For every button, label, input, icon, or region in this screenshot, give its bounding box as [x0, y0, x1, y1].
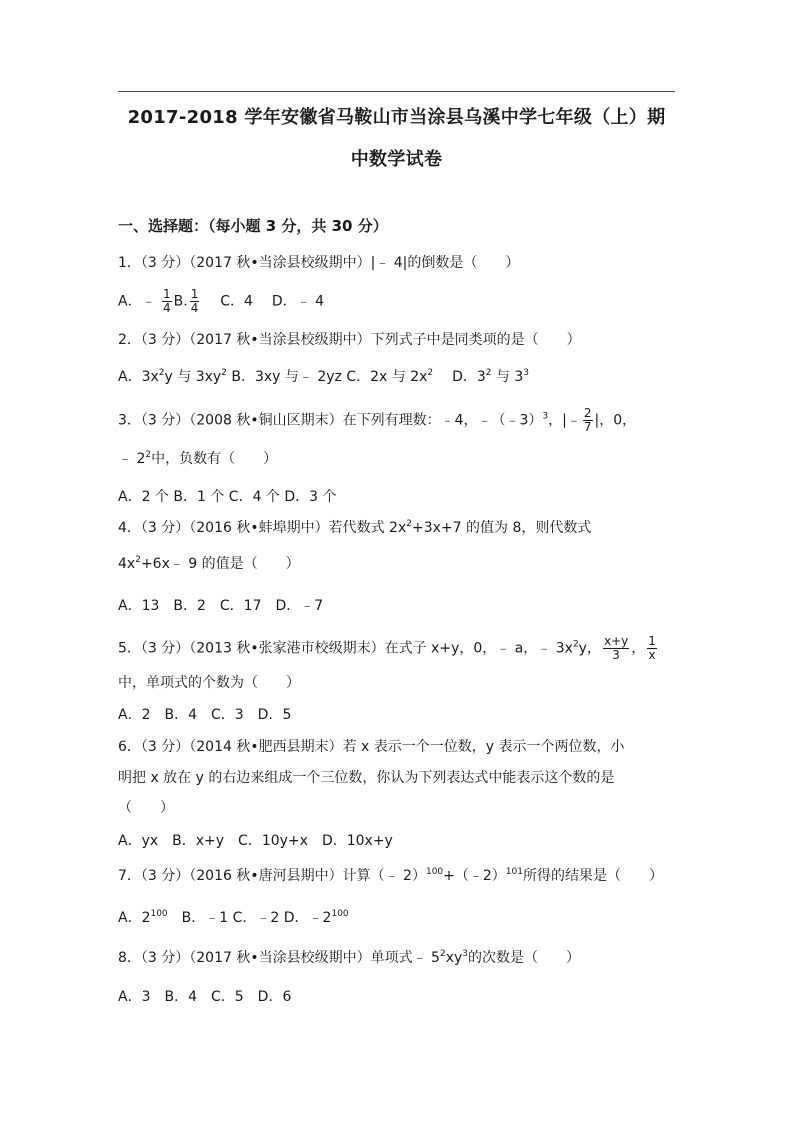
- q3-frac-den: 7: [583, 420, 592, 434]
- q4-stem-b: +3x+7 的值为 8，则代数式: [411, 520, 592, 536]
- q1-frac-b-den: 4: [190, 301, 199, 315]
- q1-frac-b-num: 1: [190, 287, 199, 301]
- q8-stem-sup1: 2: [439, 949, 446, 959]
- q4-stem-a: 4．（3 分）（2016 秋•蚌埠期中）若代数式 2x: [118, 520, 407, 536]
- q3-stem-a: 3．（3 分）（2008 秋•铜山区期末）在下列有理数：﹣4，﹣（﹣3）: [118, 412, 543, 429]
- q2-a-mid: y 与 3xy: [164, 369, 222, 385]
- q1-frac-a-den: 4: [163, 301, 171, 315]
- question-6-stem-line3: （ ）: [118, 800, 174, 816]
- question-6-stem-line2: 明把 x 放在 y 的右边来组成一个三位数，你认为下列表达式中能表示这个数的是: [118, 770, 615, 786]
- question-4-stem: [118, 518, 678, 538]
- question-5-stem-line2: 中，单项式的个数为（ ）: [118, 675, 300, 691]
- question-2-stem: 2．（3 分）（2017 秋•当涂县校级期中）下列式子中是同类项的是（ ）: [118, 332, 581, 348]
- q1-option-c: C．4: [220, 293, 253, 310]
- q7-stem-c: 所得的结果是（ ）: [522, 868, 663, 884]
- question-1-stem: 1．（3 分）（2017 秋•当涂县校级期中）|﹣ 4|的倒数是（ ）: [118, 255, 520, 271]
- question-7-stem: [118, 866, 678, 886]
- q5-stem-c: ，: [631, 640, 646, 657]
- q8-stem-b: xy: [445, 950, 463, 966]
- q2-option-c: C．2x 与 2x: [346, 369, 428, 385]
- q5-stem-b: y，: [578, 640, 601, 657]
- q2-d-sup1: 2: [485, 368, 492, 378]
- q3-fraction: [583, 407, 593, 434]
- q1-option-a: A．﹣: [118, 293, 156, 310]
- q8-stem-sup2: 3: [462, 949, 469, 959]
- q5-frac1-den: 3: [612, 648, 620, 662]
- q3-stem-sup: 3: [542, 411, 549, 422]
- q2-c-sup: 2: [427, 368, 434, 378]
- q5-fraction-1: [603, 635, 629, 662]
- q5-frac2-num: 1: [648, 634, 656, 648]
- question-6-options: A．yx B．x+y C．10y+x D．10x+y: [118, 833, 393, 849]
- q1-option-d: D．﹣ 4: [271, 293, 325, 310]
- q1-fraction-b: [190, 288, 200, 315]
- q7-opt-sup2: 100: [331, 909, 349, 919]
- q8-stem-c: 的次数是（ ）: [468, 950, 581, 966]
- q4-stem-sup: 2: [406, 519, 412, 529]
- q5-stem-a: 5．（3 分）（2013 秋•张家港市校级期末）在式子 x+y，0，﹣ a，﹣ 3x: [118, 640, 573, 657]
- q4-line2-a: 4x: [118, 556, 136, 572]
- q7-stem-a: 7．（3 分）（2016 秋•唐河县期中）计算（﹣ 2）: [118, 868, 426, 884]
- q1-fraction-a: [162, 288, 172, 315]
- q3-frac-num: 2: [583, 406, 592, 420]
- question-3-stem-line2: [118, 449, 678, 469]
- q2-a-sup1: 2: [158, 368, 165, 378]
- q2-option-b: B．3xy 与﹣ 2yz: [231, 369, 342, 385]
- q1-frac-a-num: 1: [163, 287, 171, 301]
- header-rule: [118, 91, 675, 92]
- q3-line2-a: ﹣ 2: [118, 451, 146, 467]
- question-8-stem: [118, 948, 678, 968]
- section-heading: 一、选择题：（每小题 3 分，共 30 分）: [118, 217, 388, 235]
- q7-opt-sup1: 100: [150, 909, 168, 919]
- question-6-stem-line1: 6．（3 分）（2014 秋•肥西县期末）若 x 表示一个一位数，y 表示一个两位数，小: [118, 739, 625, 755]
- q5-stem-sup: 2: [572, 639, 579, 650]
- q4-line2-sup: 2: [135, 555, 141, 565]
- q5-frac2-den: x: [648, 648, 656, 662]
- q8-stem-a: 8．（3 分）（2017 秋•当涂县校级期中）单项式﹣ 5: [118, 950, 440, 966]
- q3-stem-c: |，0，: [594, 412, 637, 429]
- q7-opt-a: A．2: [118, 910, 151, 926]
- question-3-stem: [118, 407, 678, 434]
- question-8-options: A．3 B．4 C．5 D．6: [118, 989, 292, 1005]
- question-2-options: [118, 367, 678, 387]
- question-4-stem-line2: [118, 554, 678, 574]
- q4-line2-b: +6x﹣ 9 的值是（ ）: [140, 556, 300, 572]
- question-5-options: A．2 B．4 C．3 D．5: [118, 707, 292, 723]
- q5-frac1-num: x+y: [603, 634, 629, 648]
- q1-option-b: B.: [173, 293, 188, 310]
- q7-stem-sup1: 100: [425, 867, 444, 877]
- page-title-line1: 2017-2018 学年安徽省马鞍山市当涂县乌溪中学七年级（上）期: [127, 107, 666, 128]
- question-5-stem: [118, 635, 678, 662]
- q7-stem-b: +（﹣2）: [443, 868, 506, 884]
- q2-d-sup2: 3: [523, 368, 530, 378]
- q5-fraction-2: [647, 635, 657, 662]
- q7-stem-sup2: 101: [505, 867, 523, 877]
- q2-option-a: A．3x: [118, 369, 159, 385]
- question-4-options: A．13 B．2 C．17 D．﹣7: [118, 598, 324, 614]
- q2-a-sup2: 2: [221, 368, 227, 378]
- q3-stem-b: ，|﹣: [548, 412, 581, 429]
- q2-d-mid: 与 3: [491, 369, 524, 385]
- q2-option-d: D．3: [452, 369, 486, 385]
- question-3-options: A．2 个 B．1 个 C．4 个 D．3 个: [118, 489, 337, 505]
- q3-line2-sup: 2: [145, 450, 152, 460]
- q7-opt-b: B．﹣1 C．﹣2 D．﹣2: [167, 910, 332, 926]
- q3-line2-b: 中，负数有（ ）: [151, 451, 278, 467]
- question-1-options: [118, 288, 678, 315]
- page-title-line2: 中数学试卷: [350, 149, 443, 170]
- question-7-options: [118, 908, 678, 928]
